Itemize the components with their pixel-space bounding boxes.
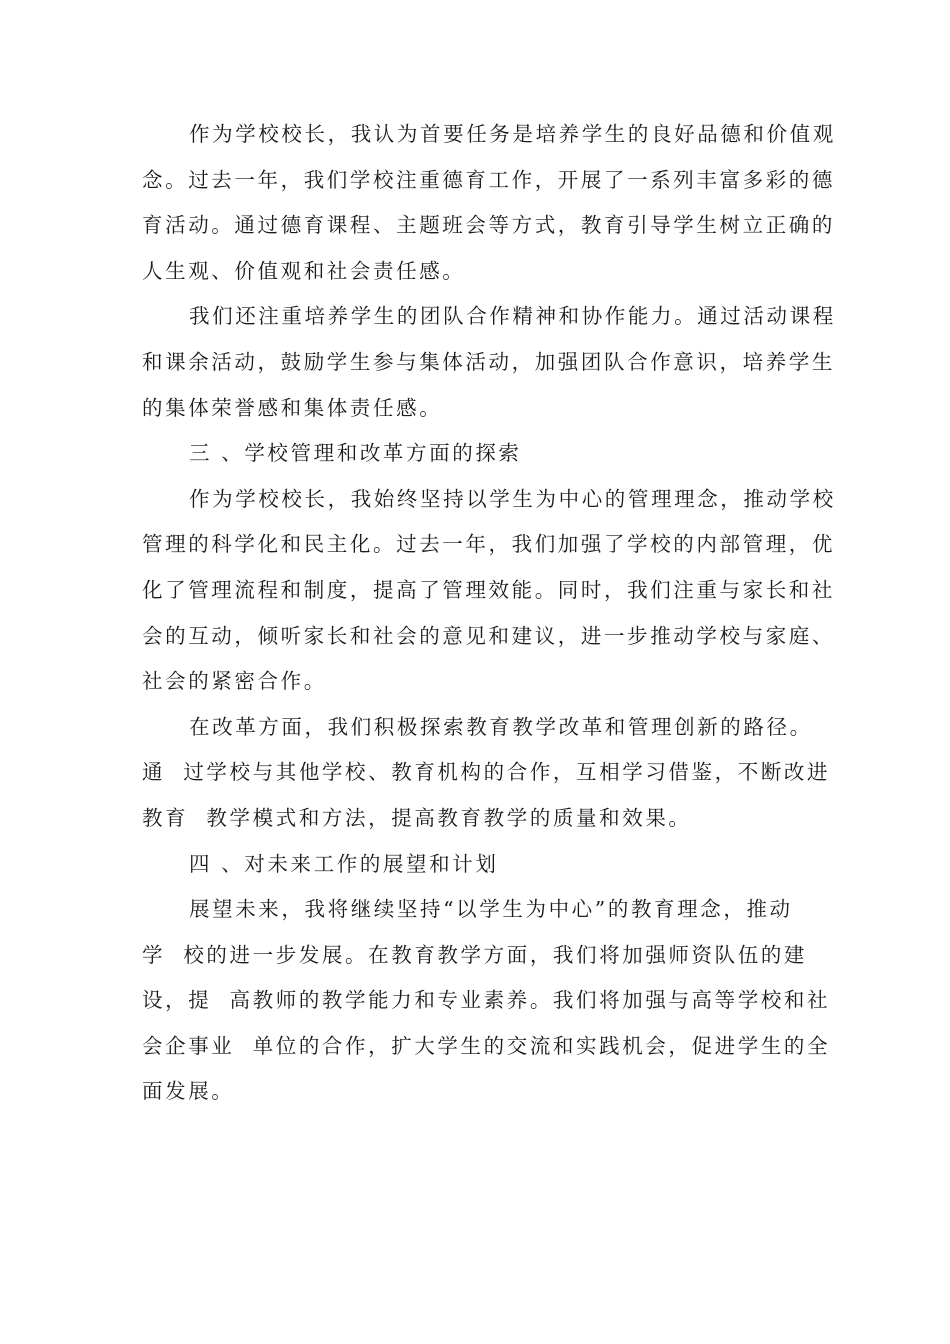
text-line: 人生观、价值观和社会责任感。	[142, 258, 466, 283]
text-line: 化了管理流程和制度，提高了管理效能。同时，我们注重与家长和社	[142, 577, 835, 602]
section-heading: 三 、学校管理和改革方面的探索	[189, 441, 522, 466]
text-line: 通 过学校与其他学校、教育机构的合作，互相学习借鉴，不断改进	[142, 760, 831, 785]
text-line: 和课余活动，鼓励学生参与集体活动，加强团队合作意识，培养学生	[142, 349, 835, 374]
text-line: 念。过去一年，我们学校注重德育工作，开展了一系列丰富多彩的德	[142, 167, 835, 192]
section-heading-outlook	[142, 842, 802, 888]
paragraph-reform	[142, 705, 831, 842]
text-line: 会企事业 单位的合作，扩大学生的交流和实践机会，促进学生的全	[142, 1033, 831, 1058]
text-line: 社会的紧密合作。	[142, 669, 327, 694]
text-line: 会的互动，倾听家长和社会的意见和建议，进一步推动学校与家庭、	[142, 623, 835, 648]
paragraph-outlook	[142, 887, 831, 1115]
text-line: 的集体荣誉感和集体责任感。	[142, 395, 443, 420]
section-heading-management	[142, 431, 802, 477]
paragraph-management	[142, 477, 836, 705]
text-line: 面发展。	[142, 1079, 235, 1104]
text-line: 作为学校校长，我认为首要任务是培养学生的良好品德和价值观	[189, 122, 836, 146]
text-line: 我们还注重培养学生的团队合作精神和协作能力。通过活动课程	[189, 304, 836, 329]
text-line: 学 校的进一步发展。在教育教学方面，我们将加强师资队伍的建	[142, 942, 808, 967]
document-body	[142, 112, 836, 1115]
text-line: 教育 教学模式和方法，提高教育教学的质量和效果。	[142, 805, 692, 830]
section-heading: 四 、对未来工作的展望和计划	[189, 851, 499, 876]
text-line: 展望未来，我将继续坚持“以学生为中心”的教育理念，推动	[189, 897, 793, 922]
text-line: 设，提 高教师的教学能力和专业素养。我们将加强与高等学校和社	[142, 988, 831, 1013]
text-line: 在改革方面，我们积极探索教育教学改革和管理创新的路径。	[189, 714, 813, 739]
paragraph-teamwork	[142, 294, 836, 431]
text-line: 育活动。通过德育课程、主题班会等方式，教育引导学生树立正确的	[142, 213, 835, 238]
text-line: 管理的科学化和民主化。过去一年，我们加强了学校的内部管理，优	[142, 532, 835, 557]
text-line: 作为学校校长，我始终坚持以学生为中心的管理理念，推动学校	[189, 486, 836, 511]
paragraph-moral-education	[142, 112, 836, 294]
